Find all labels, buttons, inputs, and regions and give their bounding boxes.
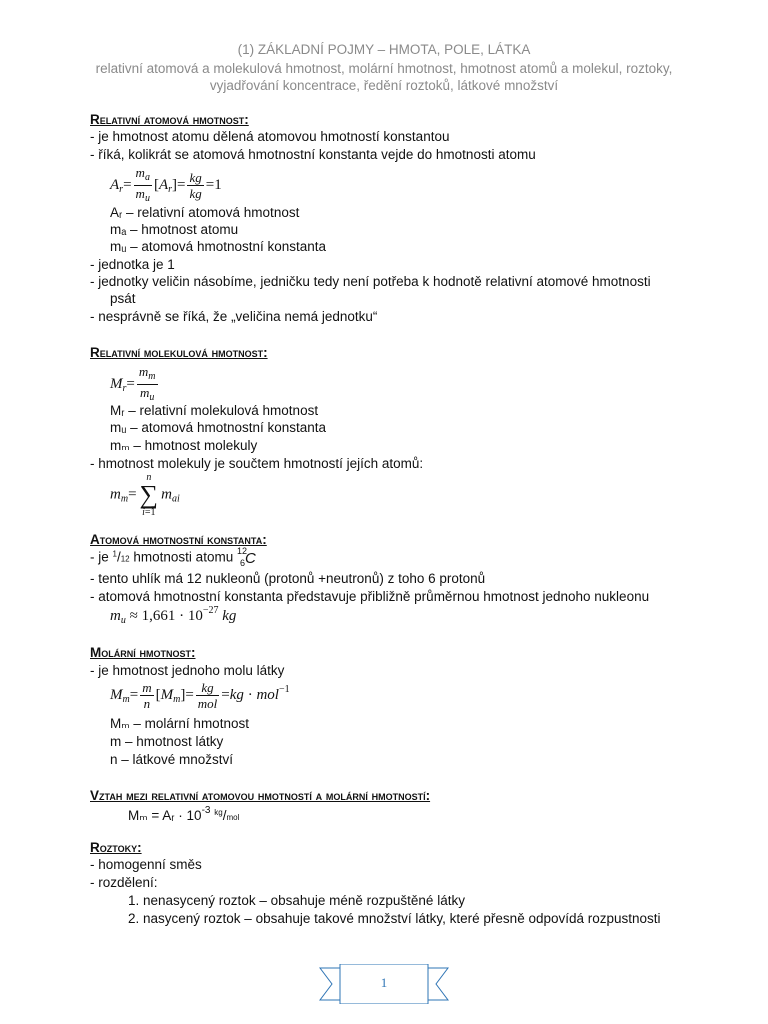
definition-line: mᵤ – atomová hmotnostní konstanta [110, 239, 327, 254]
definition-line: mₐ – hmotnost atomu [110, 222, 239, 237]
text-line: - je $^1$/12 hmotnosti atomu 12 6 C [90, 546, 256, 568]
section-heading-relative-molecular-mass: Relativní molekulová hmotnost: [90, 345, 268, 360]
text-line: - rozdělení: [90, 875, 158, 890]
text-line: - je hmotnost atomu dělená atomovou hmotností konstantou [90, 129, 450, 144]
definition-line: mₘ – hmotnost molekuly [110, 438, 258, 453]
section-heading-relation: Vztah mezi relativní atomovou hmotností a molární hmotností: [90, 788, 431, 803]
formula-atomic-mass-constant-value: $m_u \approx 1,661 \cdot 10^{-27}$ kg [110, 605, 237, 626]
text-line: - nesprávně se říká, že „veličina nemá jednotku“ [90, 309, 378, 324]
text-line: - tento uhlík má 12 nukleonů (protonů +neutronů) z toho 6 protonů [90, 571, 486, 586]
definition-line: m – hmotnost látky [110, 734, 224, 749]
list-item: 2. nasycený roztok – obsahuje takové množství látky, které přesně odpovídá rozpustnosti [128, 911, 661, 926]
text-line: - homogenní směs [90, 857, 202, 872]
section-heading-molar-mass: Molární hmotnost: [90, 645, 196, 660]
fraction-numerator: 1 [112, 549, 117, 559]
unit-numerator: kg [214, 808, 223, 817]
definition-line: mᵤ – atomová hmotnostní konstanta [110, 420, 327, 435]
formula-relative-molecular-mass: $M_r=$ $\frac{m_m}{m_u}$ [110, 364, 156, 403]
text-line: - hmotnost molekuly je součtem hmotností jejích atomů: [90, 456, 424, 471]
definition-line: n – látkové množství [110, 752, 234, 767]
text-line: psát [110, 291, 136, 306]
text-line: - jednotky veličin násobíme, jedničku tedy není potřeba k hodnotě relativní atomové hmotnosti [90, 274, 651, 289]
section-heading-solutions: Roztoky: [90, 840, 142, 855]
text-fragment: - je [90, 549, 113, 565]
page-subtitle-line1: relativní atomová a molekulová hmotnost, molární hmotnost, hmotnost atomů a molekul, roztoky, [95, 61, 673, 76]
formula-text: Mₘ = Aᵣ · 10 [128, 808, 202, 823]
text-line: - je hmotnost jednoho molu látky [90, 663, 285, 678]
unit-denominator: mol [226, 813, 240, 822]
text-line: - atomová hmotnostní konstanta představuje přibližně průměrnou hmotnost jednoho nukleonu [90, 589, 650, 604]
definition-line: Mᵣ – relativní molekulová hmotnost [110, 403, 319, 418]
definition-line: Aᵣ – relativní atomová hmotnost [110, 205, 300, 220]
definition-line: Mₘ – molární hmotnost [110, 716, 249, 731]
text-line: - jednotka je 1 [90, 257, 175, 272]
page-number: 1 [380, 975, 388, 990]
section-heading-atomic-mass-constant: Atomová hmotnostní konstanta: [90, 532, 267, 547]
formula-molar-mass: $M_m=$ $\frac{m}{n}$ $[M_m]=$ $\frac{kg}{\text{mol}}$ =kg · mol$^{-1}$ [110, 680, 290, 711]
formula-relation: Mₘ = Aᵣ · $10^{-3}$ $^{kg}$/mol [128, 805, 240, 823]
section-heading-relative-atomic-mass: Relativní atomová hmotnost: [90, 112, 249, 127]
list-item: 1. nenasycený roztok – obsahuje méně rozpuštěné látky [128, 893, 465, 908]
formula-exponent: -3 [201, 805, 211, 816]
formula-relative-atomic-mass: $A_r=$ $\frac{m_a}{m_u}$ $[A_r]=$ $\frac{kg}{kg}$ =1 [110, 165, 222, 204]
formula-molecule-mass-sum: $m_m=n$ ∑ $i=1m_{ai}$ [110, 472, 180, 518]
text-fragment: hmotnosti atomu [133, 549, 234, 565]
carbon-nuclide-symbol: 12 6 C [236, 546, 256, 568]
page-subtitle-line2: vyjadřování koncentrace, ředění roztoků, látkové množství [209, 78, 559, 93]
fraction-denominator: 12 [120, 554, 130, 564]
text-line: - říká, kolikrát se atomová hmotnostní konstanta vejde do hmotnosti atomu [90, 147, 536, 162]
page-title: (1) ZÁKLADNÍ POJMY – HMOTA, POLE, LÁTKA [237, 42, 531, 57]
